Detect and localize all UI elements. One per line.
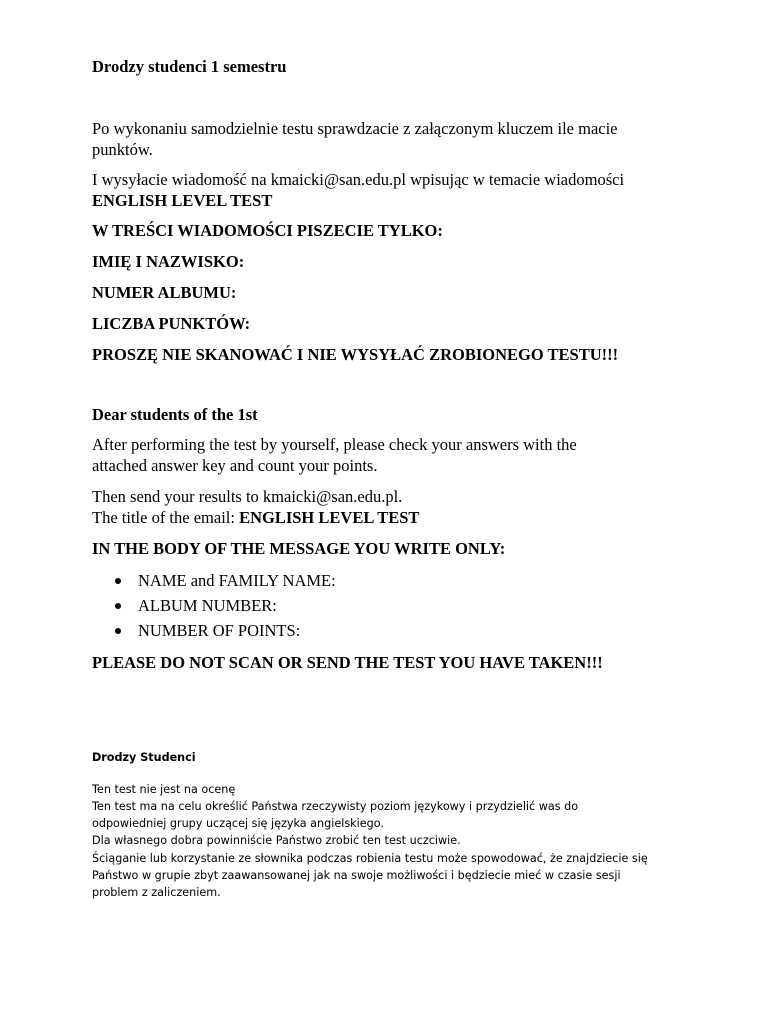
note-line: problem z zaliczeniem. <box>92 886 221 899</box>
pl-title: Drodzy studenci 1 semestru <box>92 57 287 76</box>
note-line: Dla własnego dobra powinniście Państwo zrobić ten test uczciwie. <box>92 834 461 847</box>
list-item <box>92 595 336 620</box>
bullet-icon <box>115 603 121 609</box>
pl-body-heading: W TREŚCI WIADOMOŚCI PISZECIE TYLKO: <box>92 221 443 240</box>
en-email-title-value: ENGLISH LEVEL TEST <box>239 508 420 527</box>
pl-para1-line2: punktów. <box>92 140 153 159</box>
note-line: Ten test nie jest na ocenę <box>92 783 236 796</box>
note-line: Ten test ma na celu określić Państwa rzeczywisty poziom językowy i przydzielić was do <box>92 800 579 813</box>
note-line: Państwo w grupie zbyt zaawansowanej jak na swoje możliwości i będziecie mieć w czasie sesji <box>92 869 621 882</box>
en-email-title-label: The title of the email: <box>92 508 240 527</box>
list-item <box>92 570 336 595</box>
en-para2-line1: Then send your results to kmaicki@san.edu.pl. <box>92 487 403 506</box>
note-title: Drodzy Studenci <box>92 751 196 764</box>
pl-field-name: IMIĘ I NAZWISKO: <box>92 252 245 271</box>
en-warning: PLEASE DO NOT SCAN OR SEND THE TEST YOU HAVE TAKEN!!! <box>92 653 603 672</box>
list-item-text: NAME and FAMILY NAME: <box>138 571 336 590</box>
en-bullet-list <box>92 570 336 645</box>
pl-field-points: LICZBA PUNKTÓW: <box>92 314 251 333</box>
en-body-heading: IN THE BODY OF THE MESSAGE YOU WRITE ONLY: <box>92 539 506 558</box>
en-para1-line2: attached answer key and count your points. <box>92 456 378 475</box>
en-title: Dear students of the 1st <box>92 405 258 424</box>
list-item-text: ALBUM NUMBER: <box>138 596 277 615</box>
note-line: Ściąganie lub korzystanie ze słownika podczas robienia testu może spowodować, że znajdziecie się <box>92 852 648 865</box>
list-item <box>92 620 336 645</box>
pl-para2-line2: ENGLISH LEVEL TEST <box>92 191 273 210</box>
pl-para2-line1: I wysyłacie wiadomość na kmaicki@san.edu.pl wpisując w temacie wiadomości <box>92 170 625 189</box>
list-item-text: NUMBER OF POINTS: <box>138 621 301 640</box>
en-para1-line1: After performing the test by yourself, please check your answers with the <box>92 435 577 454</box>
bullet-icon <box>115 628 121 634</box>
pl-para1-line1: Po wykonaniu samodzielnie testu sprawdzacie z załączonym kluczem ile macie <box>92 119 618 138</box>
bullet-icon <box>115 578 121 584</box>
note-line: odpowiedniej grupy uczącej się języka angielskiego. <box>92 817 384 830</box>
pl-field-album: NUMER ALBUMU: <box>92 283 237 302</box>
pl-warning: PROSZĘ NIE SKANOWAĆ I NIE WYSYŁAĆ ZROBIONEGO TESTU!!! <box>92 345 619 364</box>
en-para2-line2 <box>92 507 419 528</box>
